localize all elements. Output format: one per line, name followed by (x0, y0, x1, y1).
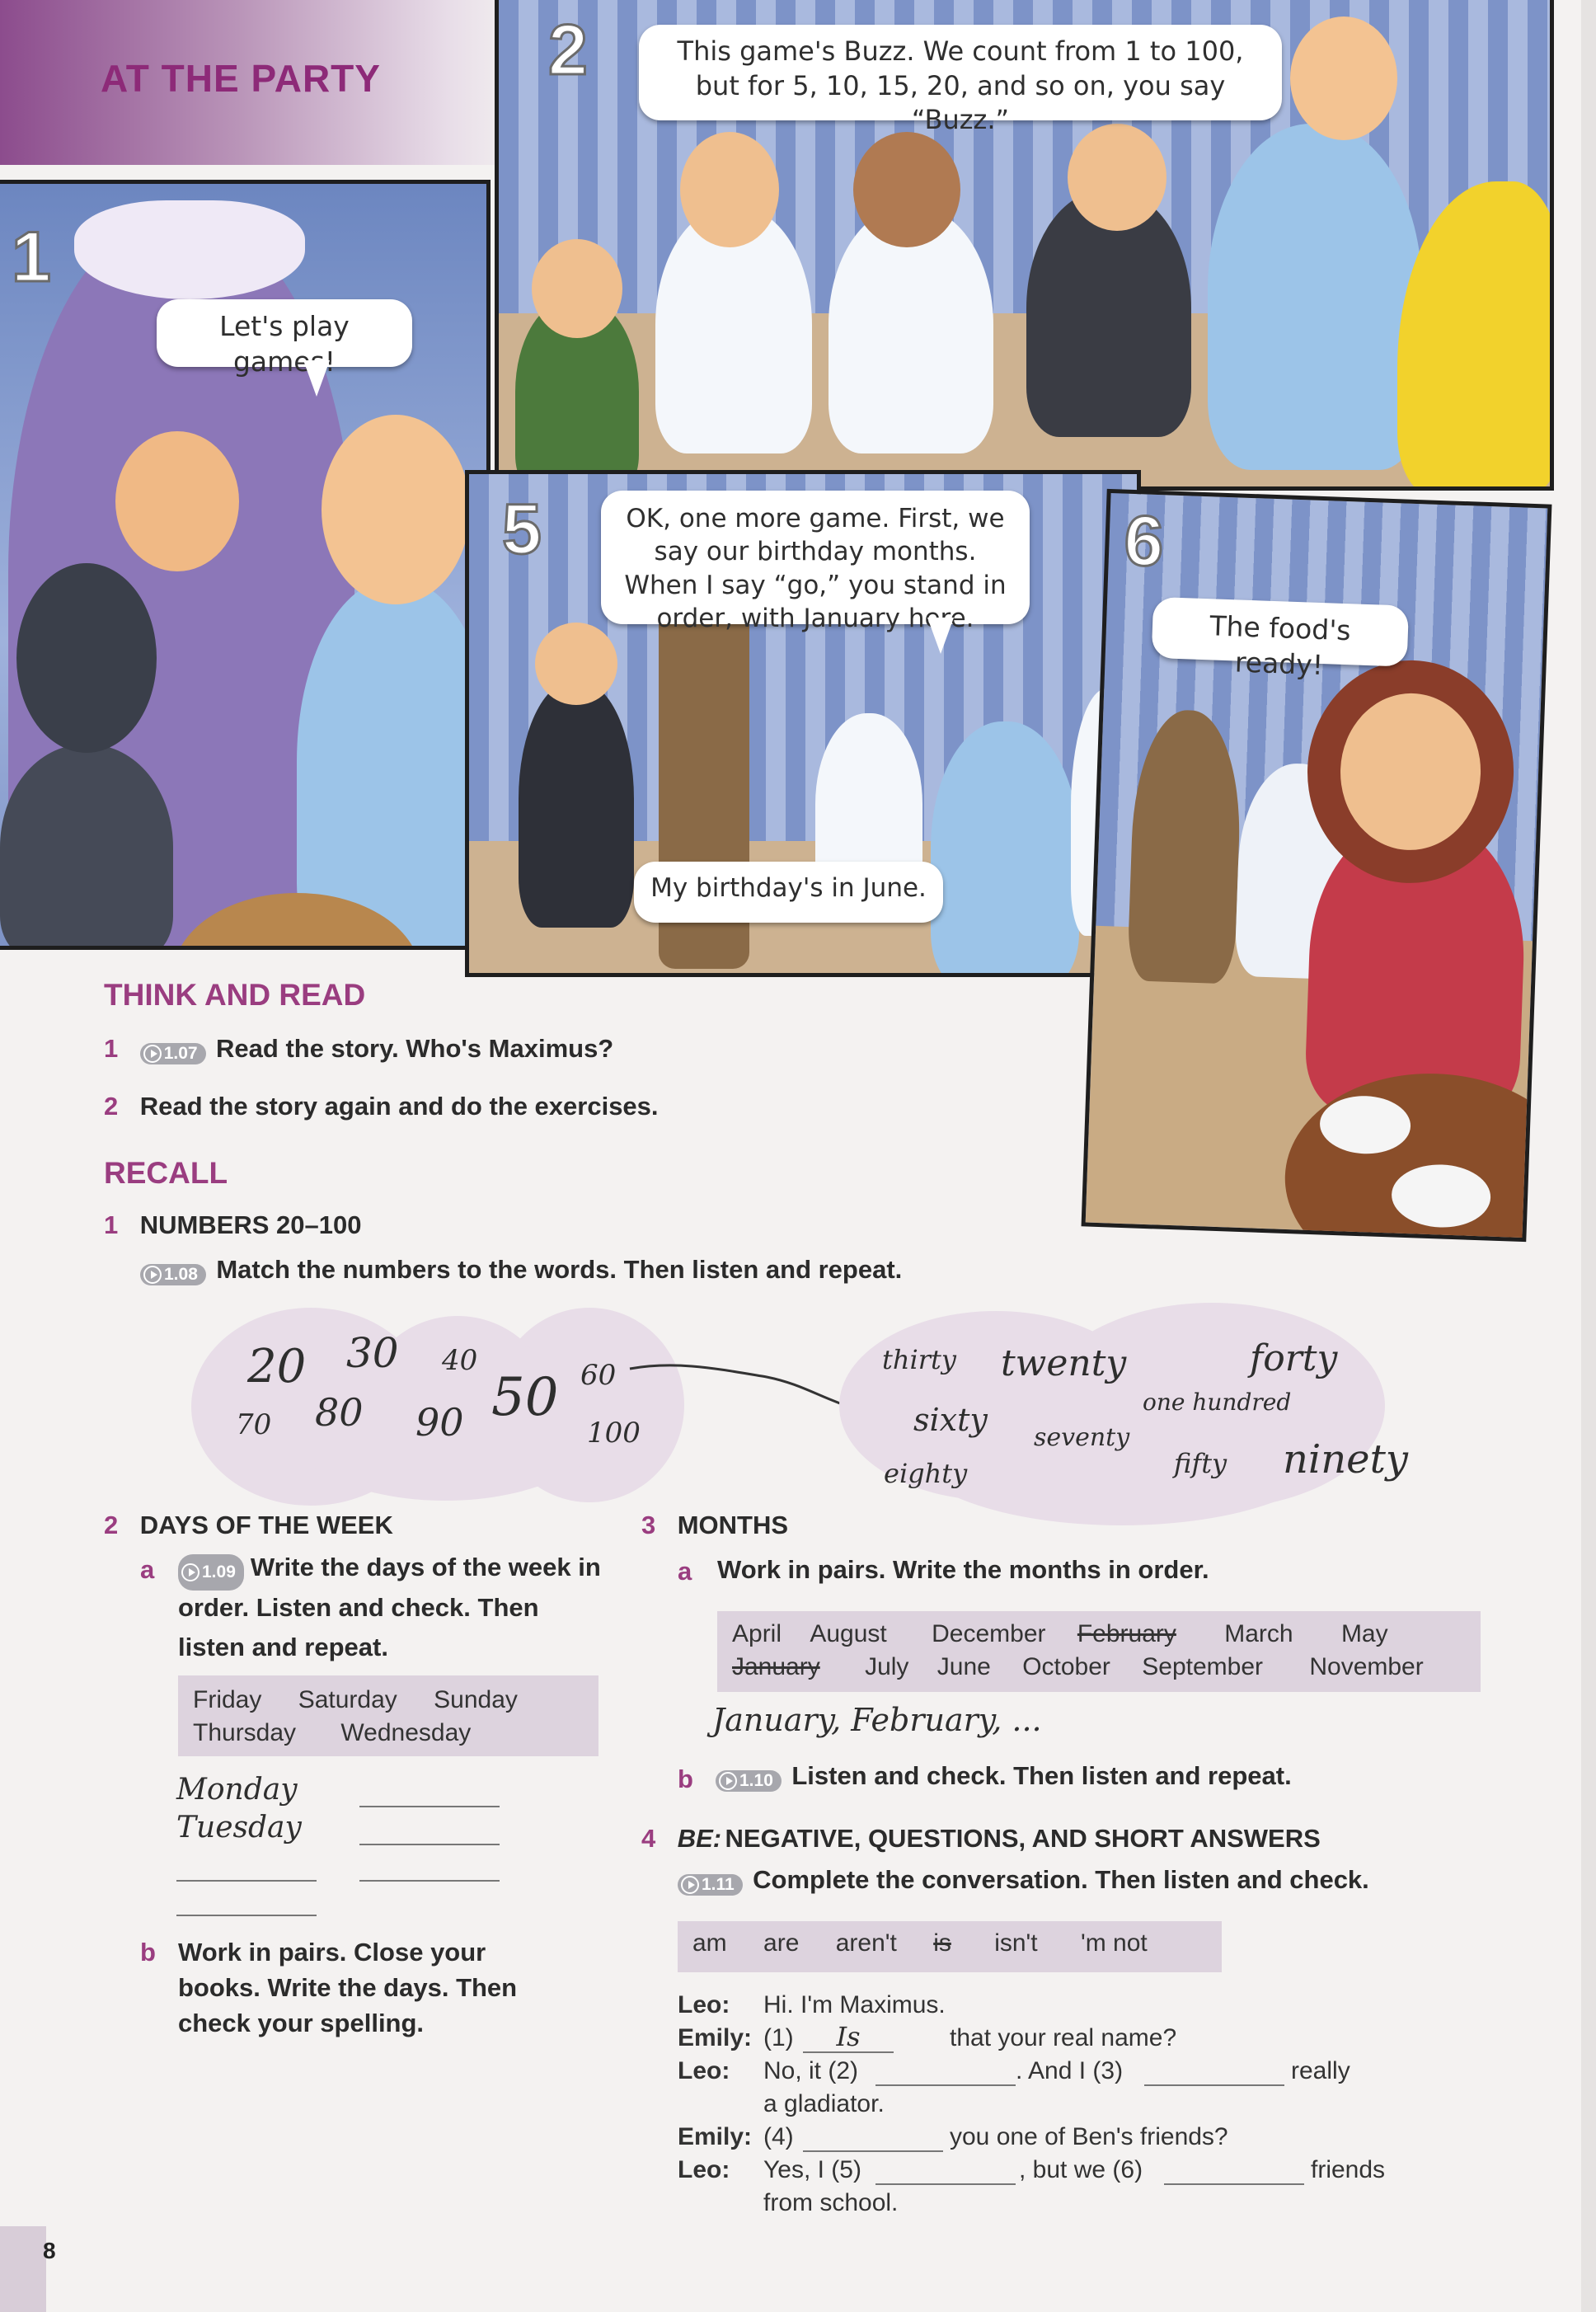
exercise-title: NEGATIVE, QUESTIONS, AND SHORT ANSWERS (725, 1824, 1321, 1853)
item-instruction: Read the story again and do the exercises. (139, 1092, 659, 1121)
word-thirty: thirty (882, 1344, 956, 1375)
word-november: November (1309, 1653, 1424, 1680)
dialogue-line-3-cont (678, 2088, 1486, 2121)
word-september: September (1142, 1653, 1263, 1680)
line-text: you one of Ben's friends? (950, 2123, 1228, 2150)
number-40: 40 (442, 1344, 478, 1377)
audio-track-number: 1.09 (202, 1562, 236, 1581)
play-icon (143, 1266, 162, 1284)
months-instruction-b (716, 1761, 1292, 1792)
exercise-title-be: BE: (677, 1824, 722, 1853)
word-march: March (1224, 1620, 1293, 1647)
recall-heading: RECALL (104, 1156, 228, 1190)
word-saturday: Saturday (298, 1686, 397, 1713)
word-sunday: Sunday (434, 1686, 518, 1713)
exercise-number: 1 (104, 1210, 119, 1239)
line-text: . And I (3) (1016, 2057, 1124, 2084)
days-exercise-title (104, 1511, 393, 1540)
superhero-leader-face (1290, 16, 1397, 140)
speech-bubble-panel-5b (634, 862, 943, 923)
dark-caped-kid (519, 680, 634, 928)
word-july: July (865, 1653, 909, 1680)
bubble-tail (927, 618, 954, 654)
line-text: No, it (2) (763, 2057, 859, 2084)
audio-track-number: 1.10 (739, 1770, 773, 1790)
speaker: Leo: (678, 1991, 730, 2018)
word-may: May (1340, 1620, 1388, 1647)
think-and-read-heading: THINK AND READ (104, 978, 366, 1012)
page-number: 8 (43, 2238, 56, 2263)
answer-monday: Monday (176, 1773, 298, 1807)
be-exercise-title (641, 1824, 1321, 1854)
speaker: Emily: (678, 2024, 753, 2051)
dialogue-line-4 (678, 2121, 1486, 2154)
page-corner-tab (0, 2226, 46, 2312)
word-december: December (932, 1620, 1046, 1647)
instruction-text: Write the days of the week in order. Listen and check. Then listen and repeat. (178, 1553, 601, 1661)
months-answer: January, February, ... (712, 1702, 1042, 1738)
audio-track-number: 1.07 (163, 1043, 198, 1063)
word-am: am (692, 1929, 727, 1957)
word-box-row (732, 1618, 1466, 1651)
line-text: Yes, I (5) (763, 2156, 861, 2183)
dialogue-line-5 (678, 2154, 1486, 2187)
superhero-face (322, 415, 470, 604)
instruction-text: Complete the conversation. Then listen and check. (753, 1865, 1369, 1894)
months-instruction-a: Work in pairs. Write the months in order. (717, 1555, 1209, 1584)
dialogue-line-3 (678, 2055, 1486, 2088)
word-june: June (936, 1653, 991, 1680)
instruction-text: Listen and check. Then listen and repeat. (791, 1761, 1292, 1790)
dialogue (678, 1989, 1486, 2220)
panel-number-5: 5 (502, 490, 542, 569)
be-instruction (678, 1865, 1369, 1896)
word-friday: Friday (193, 1686, 262, 1713)
sub-label-a: a (140, 1555, 155, 1584)
number-60: 60 (580, 1359, 617, 1392)
word-eighty: eighty (884, 1458, 968, 1489)
number-20: 20 (247, 1340, 307, 1393)
word-are: are (763, 1929, 800, 1957)
answer-blank-5[interactable] (875, 2160, 1016, 2185)
answer-blank[interactable] (359, 1806, 500, 1807)
word-twenty: twenty (1001, 1342, 1127, 1384)
comic-panel-6 (1082, 489, 1552, 1242)
audio-track-button[interactable] (178, 1554, 244, 1591)
word-february: February (1077, 1620, 1176, 1647)
exercise-title: NUMBERS 20–100 (139, 1210, 362, 1239)
line-text: really (1291, 2057, 1350, 2084)
word-ninety: ninety (1283, 1436, 1408, 1483)
line-text: , but we (6) (1019, 2156, 1143, 2183)
exercise-title: MONTHS (677, 1511, 789, 1539)
think-read-item-2 (104, 1092, 659, 1121)
page-right-edge (1581, 0, 1596, 2312)
dark-costume-face (1068, 124, 1166, 231)
answer-blank-6[interactable] (1164, 2160, 1304, 2185)
number-90: 90 (415, 1400, 464, 1445)
superhero-boy (297, 580, 491, 950)
doctor-girl-2-face (853, 132, 960, 247)
play-icon (681, 1876, 699, 1894)
bubble-text: My birthday's in June. (650, 873, 927, 903)
dialogue-line-1 (678, 1989, 1486, 2022)
ninja-figure (0, 745, 173, 950)
answer-blank-3[interactable] (1144, 2061, 1284, 2086)
line-text: that your real name? (950, 2024, 1177, 2051)
monster-eyes (74, 200, 305, 299)
speech-bubble-panel-2 (639, 25, 1282, 136)
panel-number-6: 6 (1122, 500, 1166, 582)
line-text: from school. (763, 2189, 899, 2216)
answer-blank[interactable] (359, 1880, 500, 1882)
comic-panel-5 (465, 470, 1141, 977)
robin-hood-face (532, 239, 622, 338)
superhero-boy (931, 721, 1079, 977)
speaker: Leo: (678, 2057, 730, 2084)
days-word-box (178, 1675, 598, 1756)
word-august: August (810, 1620, 887, 1647)
answer-blank-2[interactable] (875, 2061, 1016, 2086)
number-100: 100 (587, 1417, 641, 1450)
speaker: Emily: (678, 2123, 753, 2150)
item-instruction: Read the story. Who's Maximus? (216, 1034, 614, 1063)
dark-caped-face (535, 623, 617, 705)
audio-track-button[interactable] (678, 1874, 743, 1896)
word-thursday: Thursday (193, 1719, 297, 1746)
speaker: Leo: (678, 2156, 730, 2183)
word-april: April (732, 1620, 782, 1647)
speech-bubble-panel-6 (1152, 597, 1409, 682)
months-exercise-title (641, 1511, 788, 1540)
word-isnt: isn't (994, 1929, 1038, 1957)
sub-label-a: a (678, 1557, 692, 1586)
numbers-exercise-instruction (140, 1255, 902, 1285)
audio-track-button[interactable] (140, 1264, 206, 1285)
play-icon (181, 1563, 200, 1581)
page-title: AT THE PARTY (101, 57, 381, 100)
line-text: (1) (763, 2024, 794, 2051)
word-one-hundred: one hundred (1143, 1389, 1292, 1416)
exercise-number: 2 (104, 1511, 119, 1539)
dialogue-line-2 (678, 2022, 1486, 2055)
line-text: Hi. I'm Maximus. (763, 1991, 946, 2018)
answer-tuesday: Tuesday (176, 1811, 302, 1844)
be-word-box (678, 1921, 1222, 1972)
number-30: 30 (346, 1329, 399, 1377)
numbers-exercise-title (104, 1210, 362, 1240)
number-80: 80 (315, 1390, 364, 1435)
exercise-title: DAYS OF THE WEEK (139, 1511, 393, 1539)
word-forty: forty (1250, 1337, 1338, 1379)
answer-blank[interactable] (176, 1880, 317, 1882)
word-october: October (1022, 1653, 1110, 1680)
speech-bubble-panel-1 (157, 299, 412, 378)
banana-costume (1397, 181, 1554, 491)
audio-track-button[interactable] (716, 1770, 782, 1792)
bubble-tail (303, 360, 330, 397)
answer-blank-4[interactable] (803, 2127, 943, 2152)
word-box-row (732, 1651, 1466, 1684)
days-instruction-b: Work in pairs. Close your books. Write the days. Then check your spelling. (178, 1938, 518, 2037)
panel-number-2: 2 (548, 11, 588, 90)
speech-bubble-panel-5a (601, 491, 1030, 633)
word-seventy: seventy (1034, 1423, 1130, 1452)
word-arent: aren't (835, 1929, 897, 1957)
bubble-text: The food's ready! (1209, 609, 1352, 682)
line-text: (4) (763, 2123, 794, 2150)
audio-track-number: 1.08 (164, 1264, 198, 1284)
line-text: friends (1311, 2156, 1386, 2183)
word-january: January (732, 1653, 820, 1680)
audio-track-number: 1.11 (702, 1874, 735, 1894)
play-icon (719, 1772, 737, 1790)
sub-label-b: b (140, 1938, 156, 1967)
number-70: 70 (236, 1408, 272, 1441)
item-number: 1 (104, 1034, 119, 1063)
word-m-not: 'm not (1080, 1929, 1148, 1957)
comic-panel-1 (0, 180, 491, 950)
word-fifty: fifty (1174, 1448, 1228, 1479)
answer-blank[interactable] (359, 1844, 500, 1845)
exercise-number: 3 (641, 1511, 656, 1539)
word-is: is (933, 1929, 951, 1957)
exercise-number: 4 (641, 1824, 656, 1853)
word-box-row (193, 1717, 584, 1750)
comic-panel-2 (495, 0, 1554, 491)
word-sixty: sixty (913, 1402, 988, 1438)
bubble-text: OK, one more game. First, we say our birthday months. When I say “go,” you stand in order, with January here. (624, 504, 1007, 633)
dialogue-line-5-cont (678, 2187, 1486, 2220)
boy-face (115, 431, 239, 571)
days-instruction-a (178, 1550, 607, 1670)
think-read-item-1 (104, 1034, 613, 1064)
instruction-text: Match the numbers to the words. Then listen and repeat. (216, 1255, 903, 1284)
bubble-text: This game's Buzz. We count from 1 to 100, but for 5, 10, 15, 20, and so on, you say “Buzz.” (677, 35, 1244, 136)
line-text: a gladiator. (763, 2090, 885, 2117)
bubble-text: Let's play games! (219, 310, 350, 378)
months-word-box (717, 1611, 1481, 1692)
answer-blank[interactable] (176, 1915, 317, 1916)
tree-costume (1127, 708, 1243, 984)
audio-track-button[interactable] (140, 1043, 206, 1064)
number-50: 50 (491, 1367, 559, 1428)
word-box-row (193, 1684, 584, 1717)
doctor-girl-1-face (680, 132, 779, 247)
play-icon (143, 1045, 162, 1063)
word-wednesday: Wednesday (340, 1719, 472, 1746)
answer-blank-1[interactable]: Is (803, 2022, 894, 2053)
ninja-head (16, 563, 157, 753)
panel-number-1: 1 (12, 218, 51, 297)
superhero-leader (1208, 124, 1422, 470)
item-number: 2 (104, 1092, 119, 1121)
sub-label-b: b (678, 1765, 693, 1793)
